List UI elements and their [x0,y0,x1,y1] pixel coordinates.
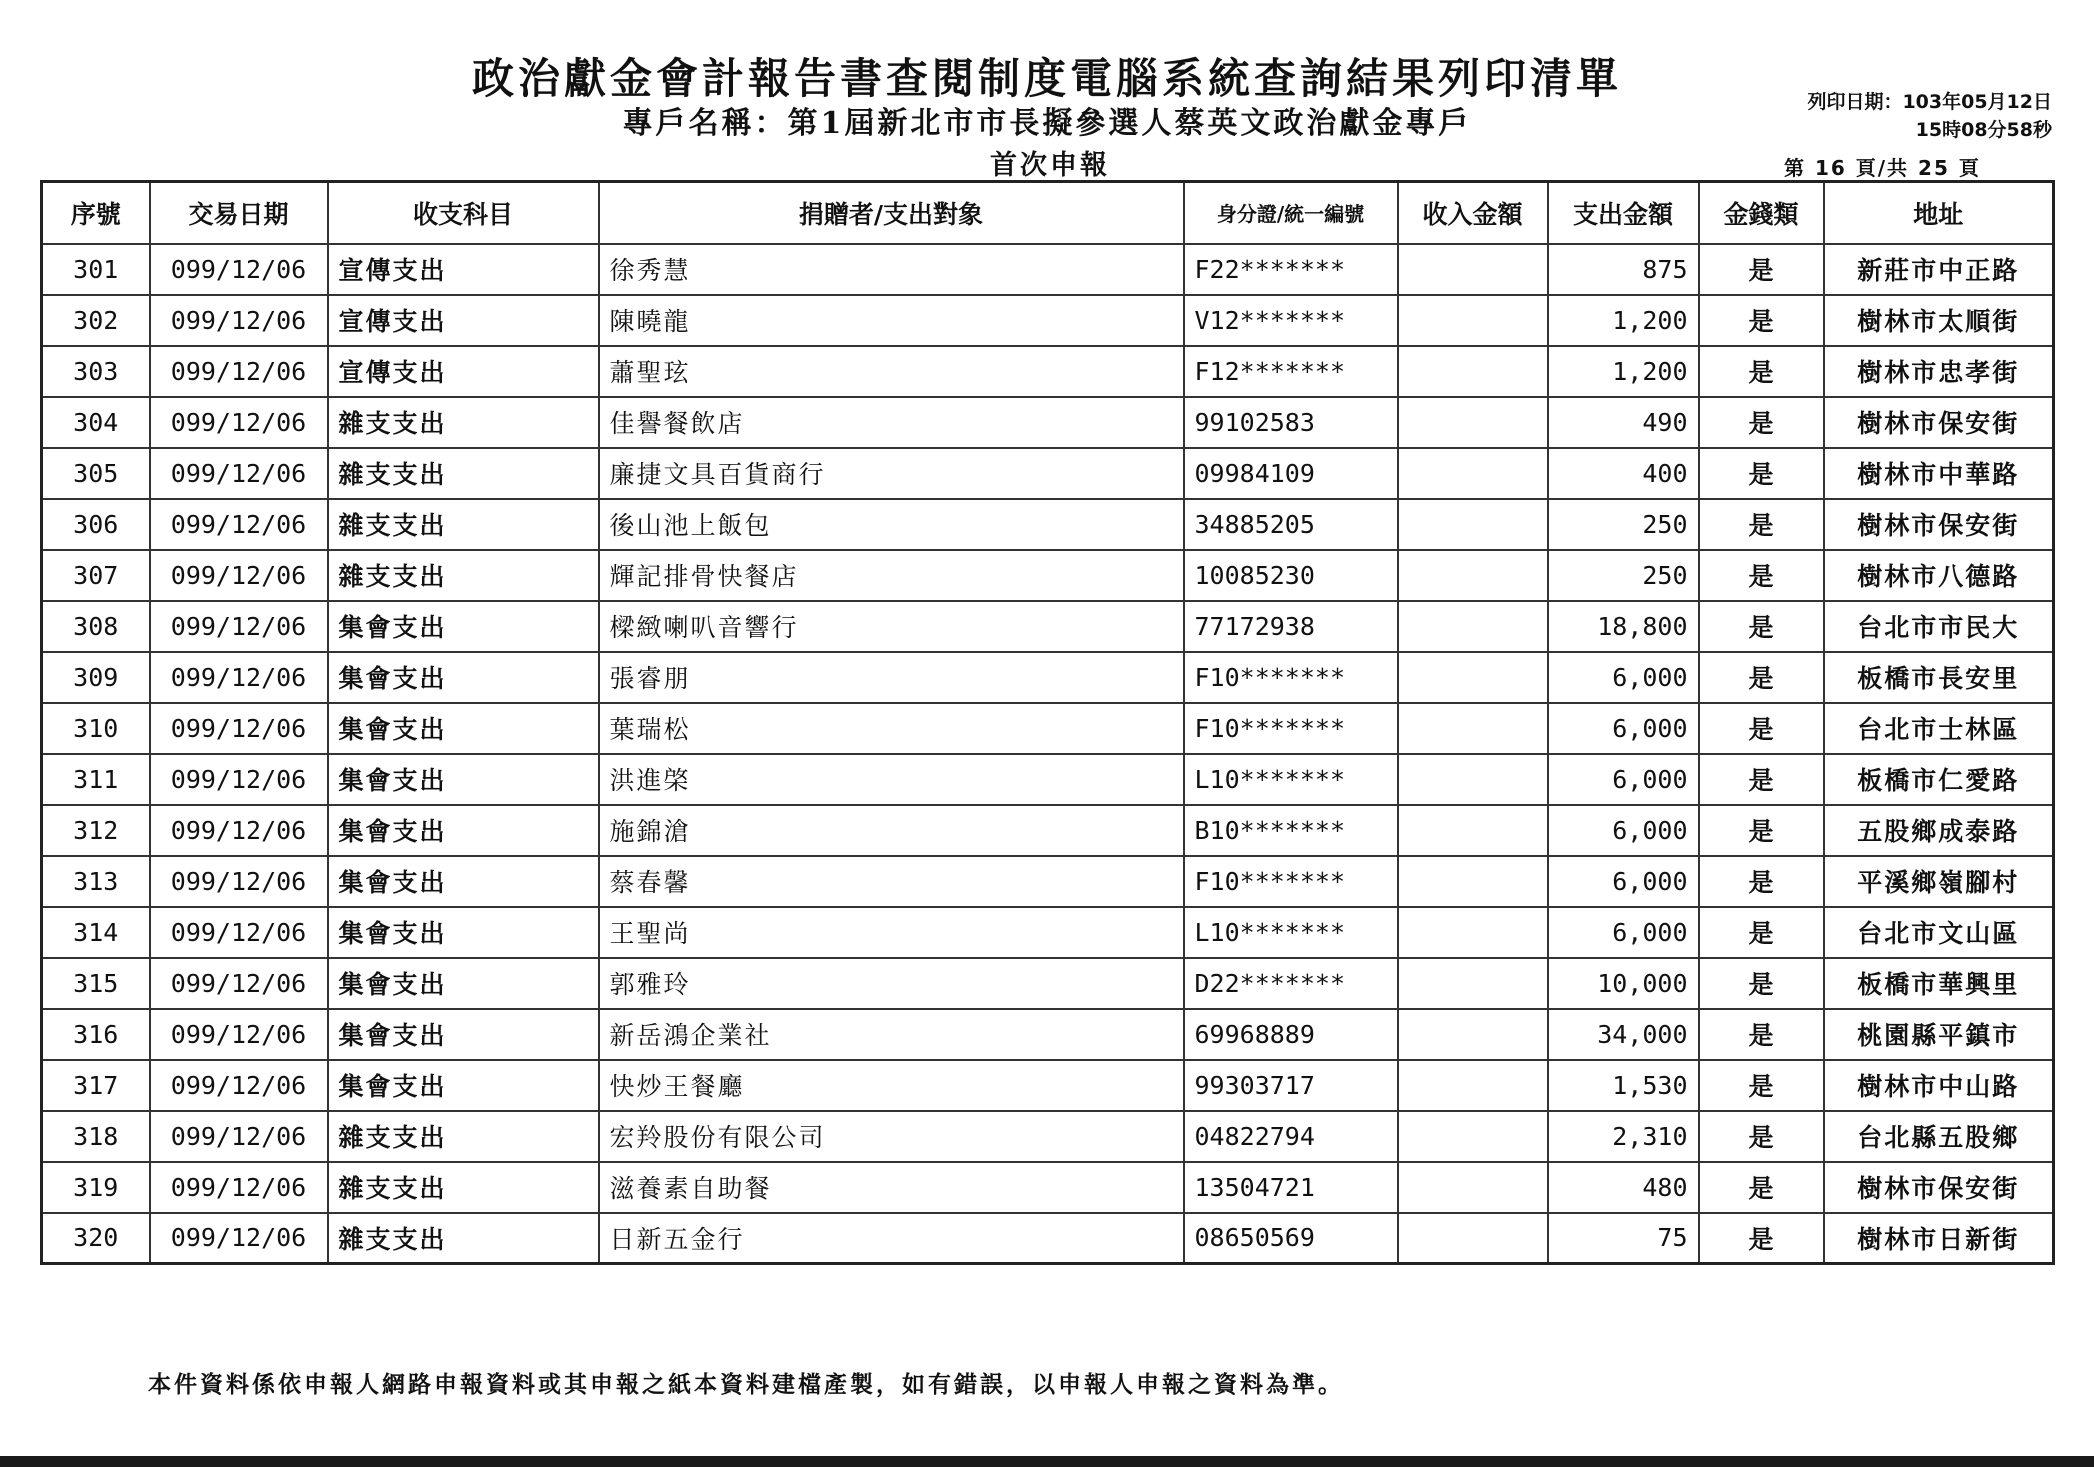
cell-expense: 250 [1548,499,1699,550]
cell-money: 是 [1699,397,1824,448]
cell-no: 303 [42,346,150,397]
cell-no: 302 [42,295,150,346]
table-row [42,244,2054,295]
cell-id: D22******* [1184,958,1398,1009]
cell-address: 板橋市長安里 [1824,652,2054,703]
table-row [42,346,2054,397]
col-header-id: 身分證/統一編號 [1184,182,1398,244]
cell-party: 蔡春馨 [599,856,1184,907]
cell-id: 99303717 [1184,1060,1398,1111]
cell-date: 099/12/06 [150,1213,328,1264]
document-title: 政治獻金會計報告書查閱制度電腦系統查詢結果列印清單 [471,54,1622,103]
cell-date: 099/12/06 [150,856,328,907]
cell-date: 099/12/06 [150,652,328,703]
table-row [42,448,2054,499]
cell-income [1398,346,1548,397]
cell-expense: 10,000 [1548,958,1699,1009]
cell-expense: 250 [1548,550,1699,601]
cell-income [1398,1111,1548,1162]
cell-no: 307 [42,550,150,601]
cell-id: 69968889 [1184,1009,1398,1060]
cell-date: 099/12/06 [150,958,328,1009]
cell-money: 是 [1699,856,1824,907]
col-header-party: 捐贈者/支出對象 [599,182,1184,244]
cell-money: 是 [1699,907,1824,958]
cell-category: 集會支出 [328,652,599,703]
cell-id: B10******* [1184,805,1398,856]
cell-address: 台北市文山區 [1824,907,2054,958]
col-header-date: 交易日期 [150,182,328,244]
cell-address: 樹林市保安街 [1824,1162,2054,1213]
cell-address: 桃園縣平鎮市 [1824,1009,2054,1060]
cell-income [1398,856,1548,907]
table-row [42,856,2054,907]
cell-address: 樹林市八德路 [1824,550,2054,601]
cell-address: 台北市士林區 [1824,703,2054,754]
table-row [42,754,2054,805]
print-time: 15時08分58秒 [1915,119,2052,141]
cell-id: 13504721 [1184,1162,1398,1213]
table-row [42,499,2054,550]
cell-address: 新莊市中正路 [1824,244,2054,295]
cell-expense: 400 [1548,448,1699,499]
col-header-income: 收入金額 [1398,182,1548,244]
cell-address: 台北縣五股鄉 [1824,1111,2054,1162]
table-row [42,550,2054,601]
cell-money: 是 [1699,652,1824,703]
cell-income [1398,244,1548,295]
cell-expense: 6,000 [1548,805,1699,856]
cell-address: 板橋市仁愛路 [1824,754,2054,805]
cell-address: 樹林市日新街 [1824,1213,2054,1264]
cell-no: 319 [42,1162,150,1213]
table-row [42,805,2054,856]
cell-party: 快炒王餐廳 [599,1060,1184,1111]
col-header-expense: 支出金額 [1548,182,1699,244]
cell-no: 318 [42,1111,150,1162]
ledger-table [40,180,2055,1265]
table-row [42,703,2054,754]
cell-address: 板橋市華興里 [1824,958,2054,1009]
cell-no: 305 [42,448,150,499]
cell-id: F10******* [1184,652,1398,703]
table-row [42,601,2054,652]
cell-date: 099/12/06 [150,1111,328,1162]
cell-category: 集會支出 [328,856,599,907]
cell-money: 是 [1699,244,1824,295]
cell-id: F10******* [1184,703,1398,754]
cell-category: 集會支出 [328,601,599,652]
cell-expense: 6,000 [1548,652,1699,703]
cell-category: 集會支出 [328,703,599,754]
cell-no: 310 [42,703,150,754]
cell-no: 311 [42,754,150,805]
table-row [42,295,2054,346]
cell-expense: 6,000 [1548,907,1699,958]
cell-party: 樑緻喇叭音響行 [599,601,1184,652]
cell-address: 台北市市民大 [1824,601,2054,652]
cell-party: 後山池上飯包 [599,499,1184,550]
footer-note: 本件資料係依申報人網路申報資料或其申報之紙本資料建檔產製，如有錯誤，以申報人申報之資料為準。 [148,1371,1344,1398]
cell-address: 五股鄉成泰路 [1824,805,2054,856]
bottom-rule [0,1456,2094,1467]
cell-no: 304 [42,397,150,448]
cell-no: 316 [42,1009,150,1060]
cell-income [1398,1162,1548,1213]
cell-income [1398,550,1548,601]
cell-id: L10******* [1184,907,1398,958]
cell-income [1398,907,1548,958]
cell-party: 洪進棨 [599,754,1184,805]
cell-no: 308 [42,601,150,652]
page-indicator: 第 16 頁/共 25 頁 [1784,156,1981,180]
cell-category: 宣傳支出 [328,244,599,295]
cell-money: 是 [1699,1213,1824,1264]
cell-income [1398,703,1548,754]
cell-no: 312 [42,805,150,856]
cell-party: 陳曉龍 [599,295,1184,346]
cell-expense: 34,000 [1548,1009,1699,1060]
cell-money: 是 [1699,346,1824,397]
ledger-body [42,244,2054,1264]
cell-income [1398,397,1548,448]
cell-income [1398,754,1548,805]
cell-expense: 6,000 [1548,856,1699,907]
cell-party: 日新五金行 [599,1213,1184,1264]
cell-address: 樹林市中華路 [1824,448,2054,499]
table-row [42,907,2054,958]
print-info [1807,88,2052,144]
cell-category: 雜支支出 [328,1162,599,1213]
cell-date: 099/12/06 [150,550,328,601]
cell-party: 宏羚股份有限公司 [599,1111,1184,1162]
cell-address: 樹林市保安街 [1824,499,2054,550]
cell-category: 雜支支出 [328,448,599,499]
cell-date: 099/12/06 [150,295,328,346]
cell-category: 雜支支出 [328,550,599,601]
print-date: 列印日期：103年05月12日 [1807,91,2052,113]
cell-expense: 6,000 [1548,754,1699,805]
table-row [42,397,2054,448]
cell-date: 099/12/06 [150,1162,328,1213]
cell-date: 099/12/06 [150,601,328,652]
cell-income [1398,448,1548,499]
table-row [42,1009,2054,1060]
cell-expense: 875 [1548,244,1699,295]
cell-date: 099/12/06 [150,754,328,805]
cell-income [1398,805,1548,856]
col-header-category: 收支科目 [328,182,599,244]
cell-party: 新岳鴻企業社 [599,1009,1184,1060]
table-header-row [42,182,2054,244]
cell-party: 徐秀慧 [599,244,1184,295]
cell-no: 314 [42,907,150,958]
cell-date: 099/12/06 [150,397,328,448]
cell-category: 集會支出 [328,805,599,856]
cell-money: 是 [1699,295,1824,346]
cell-id: 34885205 [1184,499,1398,550]
cell-money: 是 [1699,1009,1824,1060]
cell-money: 是 [1699,448,1824,499]
cell-id: V12******* [1184,295,1398,346]
cell-party: 施錦滄 [599,805,1184,856]
cell-address: 樹林市太順街 [1824,295,2054,346]
cell-category: 雜支支出 [328,1213,599,1264]
cell-category: 集會支出 [328,754,599,805]
cell-category: 集會支出 [328,1009,599,1060]
cell-date: 099/12/06 [150,244,328,295]
table-row [42,958,2054,1009]
cell-money: 是 [1699,1060,1824,1111]
cell-id: 09984109 [1184,448,1398,499]
cell-party: 王聖尚 [599,907,1184,958]
cell-no: 317 [42,1060,150,1111]
cell-date: 099/12/06 [150,448,328,499]
col-header-no: 序號 [42,182,150,244]
cell-money: 是 [1699,499,1824,550]
cell-income [1398,295,1548,346]
cell-income [1398,601,1548,652]
cell-money: 是 [1699,550,1824,601]
cell-category: 雜支支出 [328,499,599,550]
cell-no: 309 [42,652,150,703]
cell-category: 宣傳支出 [328,295,599,346]
cell-money: 是 [1699,958,1824,1009]
cell-category: 雜支支出 [328,1111,599,1162]
cell-no: 315 [42,958,150,1009]
cell-date: 099/12/06 [150,499,328,550]
cell-expense: 6,000 [1548,703,1699,754]
cell-id: F10******* [1184,856,1398,907]
cell-id: F12******* [1184,346,1398,397]
cell-money: 是 [1699,601,1824,652]
cell-date: 099/12/06 [150,1009,328,1060]
cell-money: 是 [1699,1111,1824,1162]
cell-id: 10085230 [1184,550,1398,601]
cell-address: 樹林市忠孝街 [1824,346,2054,397]
cell-expense: 480 [1548,1162,1699,1213]
cell-party: 郭雅玲 [599,958,1184,1009]
table-row [42,652,2054,703]
cell-expense: 18,800 [1548,601,1699,652]
cell-category: 集會支出 [328,1060,599,1111]
cell-income [1398,1060,1548,1111]
cell-money: 是 [1699,805,1824,856]
cell-expense: 1,200 [1548,346,1699,397]
cell-money: 是 [1699,703,1824,754]
cell-no: 301 [42,244,150,295]
cell-income [1398,1213,1548,1264]
cell-no: 313 [42,856,150,907]
cell-party: 張睿朋 [599,652,1184,703]
cell-date: 099/12/06 [150,1060,328,1111]
cell-id: 04822794 [1184,1111,1398,1162]
cell-date: 099/12/06 [150,805,328,856]
cell-income [1398,652,1548,703]
cell-no: 320 [42,1213,150,1264]
cell-category: 宣傳支出 [328,346,599,397]
col-header-money: 金錢類 [1699,182,1824,244]
cell-income [1398,958,1548,1009]
table-row [42,1213,2054,1264]
cell-category: 集會支出 [328,907,599,958]
cell-expense: 75 [1548,1213,1699,1264]
cell-address: 樹林市中山路 [1824,1060,2054,1111]
cell-id: 99102583 [1184,397,1398,448]
cell-expense: 1,530 [1548,1060,1699,1111]
col-header-address: 地址 [1824,182,2054,244]
cell-date: 099/12/06 [150,346,328,397]
cell-id: 77172938 [1184,601,1398,652]
table-row [42,1060,2054,1111]
cell-party: 廉捷文具百貨商行 [599,448,1184,499]
cell-money: 是 [1699,754,1824,805]
cell-party: 葉瑞松 [599,703,1184,754]
cell-party: 輝記排骨快餐店 [599,550,1184,601]
cell-address: 樹林市保安街 [1824,397,2054,448]
cell-expense: 490 [1548,397,1699,448]
cell-category: 集會支出 [328,958,599,1009]
cell-id: F22******* [1184,244,1398,295]
cell-party: 蕭聖玹 [599,346,1184,397]
cell-address: 平溪鄉嶺腳村 [1824,856,2054,907]
table-row [42,1162,2054,1213]
cell-party: 滋養素自助餐 [599,1162,1184,1213]
cell-no: 306 [42,499,150,550]
cell-expense: 2,310 [1548,1111,1699,1162]
cell-category: 雜支支出 [328,397,599,448]
cell-id: L10******* [1184,754,1398,805]
cell-id: 08650569 [1184,1213,1398,1264]
cell-income [1398,499,1548,550]
report-type: 首次申報 [990,150,1110,181]
table-row [42,1111,2054,1162]
cell-income [1398,1009,1548,1060]
cell-expense: 1,200 [1548,295,1699,346]
cell-date: 099/12/06 [150,907,328,958]
cell-money: 是 [1699,1162,1824,1213]
cell-party: 佳譽餐飲店 [599,397,1184,448]
cell-date: 099/12/06 [150,703,328,754]
account-name: 專戶名稱：第1屆新北市市長擬參選人蔡英文政治獻金專戶 [622,106,1472,141]
